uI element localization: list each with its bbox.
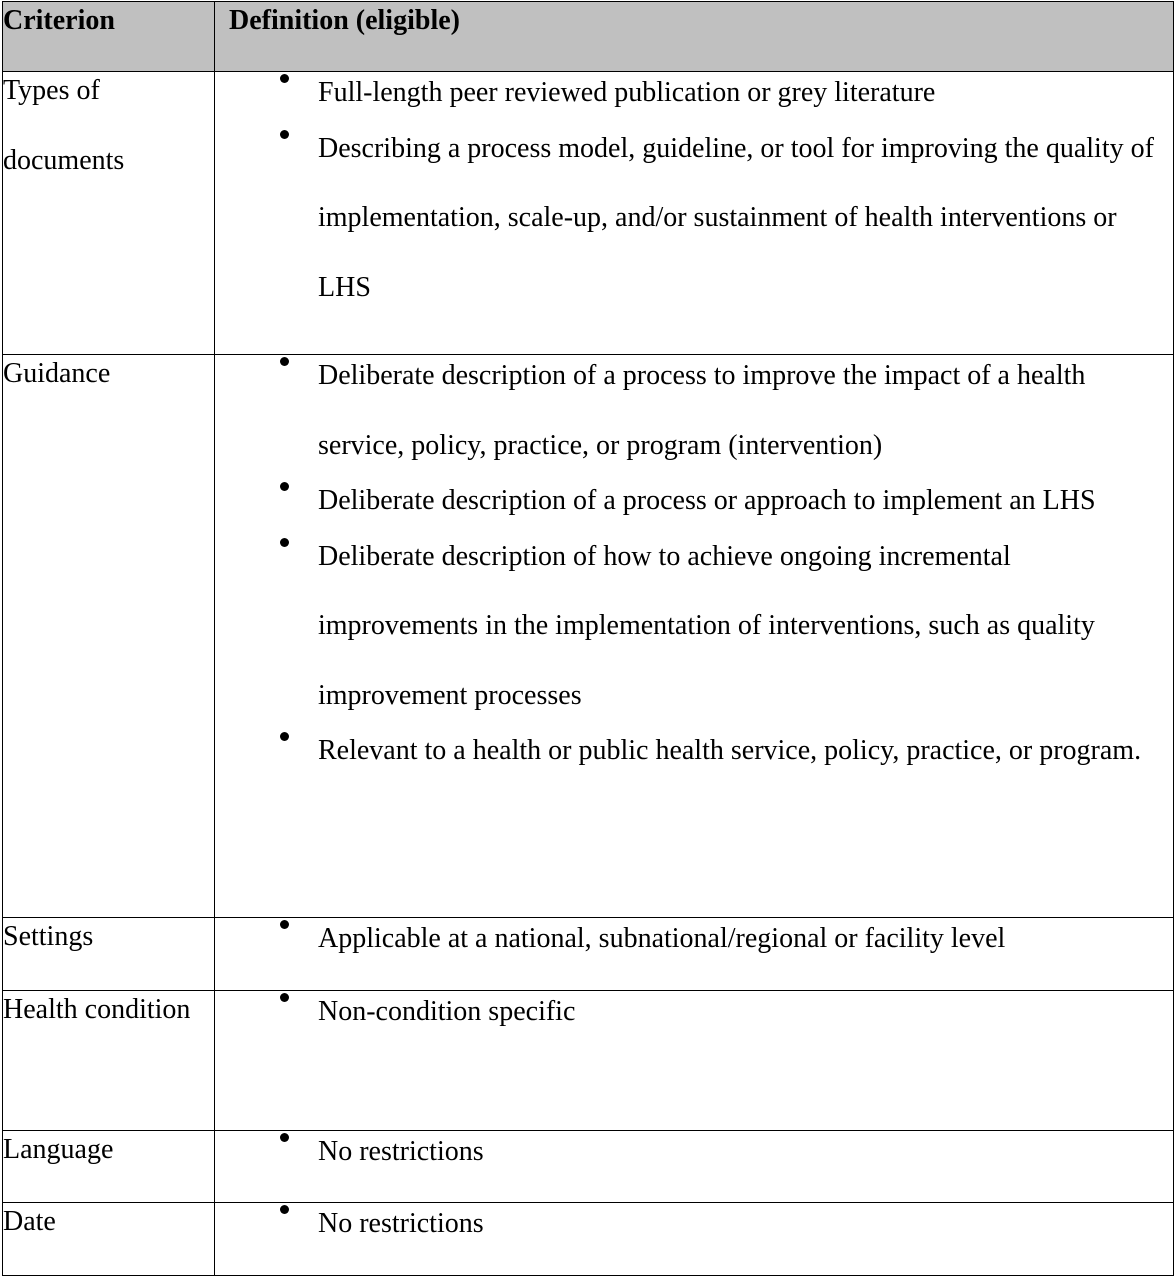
list-item	[318, 1189, 1173, 1259]
bullet-icon	[280, 920, 289, 929]
bullet-icon	[280, 1205, 289, 1214]
criterion-cell	[3, 991, 215, 1131]
list-item	[318, 904, 1173, 974]
definition-list	[215, 1117, 1173, 1187]
definition-cell	[215, 72, 1174, 355]
definition-list	[215, 977, 1173, 1047]
criterion-cell	[3, 355, 215, 918]
definition-text: No restrictions	[318, 1136, 484, 1167]
definition-text: Describing a process model, guideline, or tool for improving the quality of implementation, scale-up, and/or sustainment of health interventions or LHS	[318, 132, 1154, 303]
criterion-label: Language	[3, 1134, 114, 1165]
list-item	[318, 716, 1173, 786]
definition-text: Applicable at a national, subnational/regional or facility level	[318, 923, 1006, 954]
criterion-cell	[3, 72, 215, 355]
definition-cell	[215, 355, 1174, 918]
criterion-label: Health condition	[3, 994, 191, 1025]
definition-text: No restrictions	[318, 1208, 484, 1239]
definition-cell	[215, 1203, 1174, 1276]
header-definition: Definition (eligible)	[215, 2, 1174, 72]
definition-text: Deliberate description of a process to improve the impact of a health service, policy, practice, or program (intervention)	[318, 360, 1086, 461]
definition-text: Full-length peer reviewed publication or grey literature	[318, 77, 936, 108]
definition-list	[215, 904, 1173, 974]
list-item	[318, 522, 1173, 731]
definition-text: Non-condition specific	[318, 996, 576, 1027]
bullet-icon	[280, 732, 289, 741]
bullet-icon	[280, 74, 289, 83]
table-row	[3, 991, 1174, 1131]
list-item	[318, 977, 1173, 1047]
table-row	[3, 72, 1174, 355]
criterion-label: Guidance	[3, 358, 111, 389]
bullet-icon	[280, 482, 289, 491]
bullet-icon	[280, 130, 289, 139]
list-item	[318, 341, 1173, 480]
bullet-icon	[280, 1133, 289, 1142]
list-item	[318, 1117, 1173, 1187]
criterion-label: Date	[3, 1206, 56, 1237]
definition-cell	[215, 991, 1174, 1131]
definition-text: Relevant to a health or public health service, policy, practice, or program.	[318, 735, 1142, 766]
table-row	[3, 1203, 1174, 1276]
bullet-icon	[280, 357, 289, 366]
definition-list	[215, 1189, 1173, 1259]
list-item	[318, 114, 1173, 323]
bullet-icon	[280, 538, 289, 547]
table-row	[3, 355, 1174, 918]
criterion-cell	[3, 1203, 215, 1276]
criterion-label: Types of documents	[3, 75, 125, 176]
eligibility-criteria-table	[2, 1, 1174, 1276]
criterion-label: Settings	[3, 921, 94, 952]
definition-text: Deliberate description of a process or approach to implement an LHS	[318, 485, 1096, 516]
definition-text: Deliberate description of how to achieve ongoing incremental improvements in the implementation of interventions, such as quality improvement processes	[318, 540, 1095, 711]
definition-list	[215, 341, 1173, 786]
bullet-icon	[280, 993, 289, 1002]
definition-list	[215, 58, 1173, 322]
header-criterion: Criterion	[3, 2, 215, 72]
